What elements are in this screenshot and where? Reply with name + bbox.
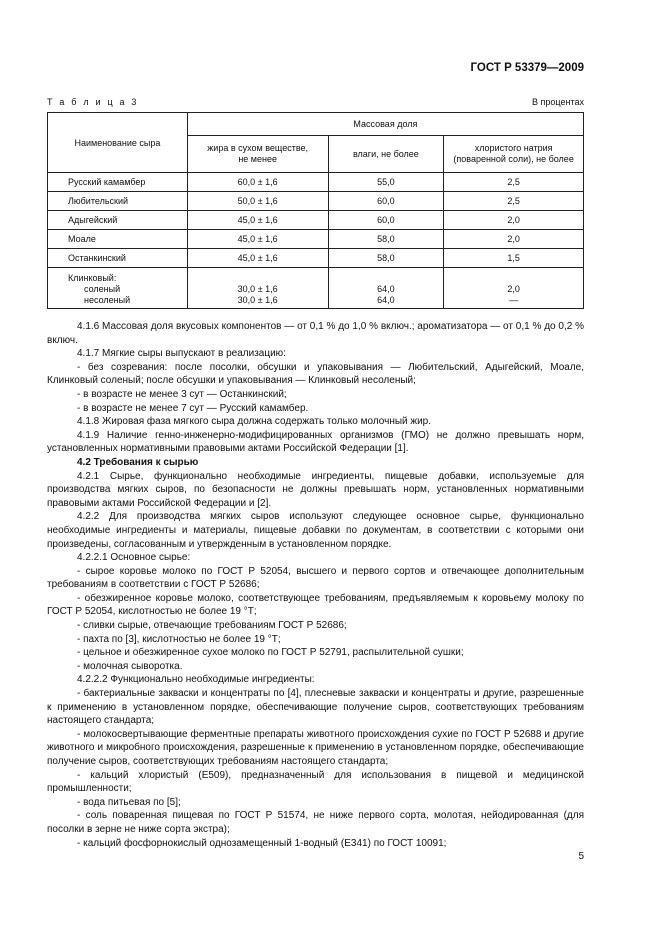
paragraph: 4.1.9 Наличие генно-инженерно-модифицированных организмов (ГМО) не должно превышать норм, установленных нормативными правовыми актами Российской Федерации [1].: [47, 429, 584, 455]
cell-salt: 2,0: [444, 230, 584, 249]
document-header: ГОСТ Р 53379—2009: [470, 62, 584, 74]
table-units: В процентах: [532, 97, 584, 107]
cell-moisture: 58,0: [328, 249, 444, 268]
list-item: - бактериальные закваски и концентраты по [4], плесневые закваски и концентраты и другие, разрешенные к применению в установленном порядке, обеспечивающие получение сыров, соответствующих требованиям настоящего стандарта;: [47, 688, 584, 727]
paragraph: 4.2.2.2 Функционально необходимые ингредиенты:: [77, 674, 315, 686]
table-row: [48, 249, 584, 268]
paragraph: 4.1.8 Жировая фаза мягкого сыра должна содержать только молочный жир.: [77, 416, 432, 428]
cell-fat-klinkovy: [187, 268, 328, 309]
table-row: [48, 230, 584, 249]
cell-salt-klinkovy: [444, 268, 584, 309]
cell-moisture-klinkovy: [328, 268, 444, 309]
column-header-fat: [187, 136, 328, 173]
cell-moisture: 58,0: [328, 230, 444, 249]
column-header-salt-line1: хлористого натрия: [474, 143, 553, 153]
table-row-klinkovy: [48, 268, 584, 309]
list-item: - цельное и обезжиренное сухое молоко по ГОСТ Р 52791, распылительной сушки;: [77, 647, 464, 659]
column-header-fat-line2: не менее: [238, 154, 277, 164]
cell-name: Моале: [48, 230, 188, 249]
cell-name: Останкинский: [48, 249, 188, 268]
paragraph: 4.1.7 Мягкие сыры выпускают в реализацию:: [77, 348, 286, 360]
klinkovy-salted-salt: 2,0: [507, 284, 520, 294]
klinkovy-unsalted-salt: —: [509, 295, 519, 305]
cell-fat: 45,0 ± 1,6: [187, 249, 328, 268]
table-title: Т а б л и ц а 3: [47, 97, 139, 107]
table-row: [48, 173, 584, 192]
cell-moisture: 60,0: [328, 211, 444, 230]
column-header-salt-line2: (поваренной соли), не более: [453, 154, 574, 164]
klinkovy-salted-moisture: 64,0: [377, 284, 395, 294]
list-item: - кальций хлористый (Е509), предназначенный для использования в пищевой и медицинской промышленности;: [47, 769, 584, 795]
column-header-moisture: влаги, не более: [328, 136, 444, 173]
list-item: - обезжиренное коровье молоко, соответствующее требованиям, предъявляемым к коровьему молоку по ГОСТ Р 52054, кислотностью не более 19 °Т;: [47, 592, 584, 618]
list-item: - молокосвертывающие ферментные препараты животного происхождения сухие по ГОСТ Р 52688 и другие животного и микробного происхождения, разрешенные к применению в установленном порядке, обеспечивающие получение сыров, соответствующих требованиям настоящего стандарта;: [47, 728, 584, 767]
body-text: [47, 320, 584, 850]
cell-moisture: 60,0: [328, 192, 444, 211]
klinkovy-unsalted-label: несоленый: [84, 295, 131, 305]
list-item: - вода питьевая по [5];: [77, 796, 181, 808]
klinkovy-label: Клинковый:: [68, 273, 117, 283]
cell-moisture: 55,0: [328, 173, 444, 192]
paragraph: 4.2.2.1 Основное сырье:: [77, 552, 191, 564]
klinkovy-salted-label: соленый: [84, 284, 121, 294]
list-item: - сливки сырые, отвечающие требованиям ГОСТ Р 52686;: [77, 620, 347, 632]
cell-name: Любительский: [48, 192, 188, 211]
section-heading: 4.2 Требования к сырью: [77, 456, 199, 468]
list-item: - соль поваренная пищевая по ГОСТ Р 51574, не ниже первого сорта, молотая, нейодированная (для посолки в зерне не ниже сорта экстра);: [47, 810, 584, 835]
cell-name: Адыгейский: [48, 211, 188, 230]
list-item: - молочная сыворотка.: [77, 660, 183, 672]
cell-fat: 60,0 ± 1,6: [187, 173, 328, 192]
klinkovy-unsalted-moisture: 64,0: [377, 295, 395, 305]
paragraph: 4.2.1 Сырье, функционально необходимые ингредиенты, пищевые добавки, используемые для производства мягких сыров, по безопасности не должны превышать норм, установленных нормативными правовыми актами Российской Федерации и [2].: [47, 470, 584, 509]
column-header-name: Наименование сыра: [48, 113, 188, 173]
klinkovy-unsalted-fat: 30,0 ± 1,6: [237, 295, 278, 305]
paragraph: 4.1.6 Массовая доля вкусовых компонентов — от 0,1 % до 1,0 % включ.; ароматизатора — от 0,1 % до 0,2 % включ.: [47, 321, 584, 346]
page-number: 5: [578, 851, 584, 862]
cell-salt: 2,5: [444, 192, 584, 211]
list-item: - в возрасте не менее 3 сут — Останкинский;: [77, 388, 287, 400]
list-item: - без созревания: после посолки, обсушки и упаковывания — Любительский, Адыгейский, Моале, Клинковый соленый; после обсушки и упаковывания — Клинковый несоленый;: [47, 361, 584, 387]
cell-fat: 45,0 ± 1,6: [187, 211, 328, 230]
list-item: - пахта по [3], кислотностью не более 19 °Т;: [77, 633, 281, 645]
cell-fat: 45,0 ± 1,6: [187, 230, 328, 249]
paragraph: 4.2.2 Для производства мягких сыров используют следующее основное сырье, функционально необходимые ингредиенты и материалы, пищевые добавки по документам, в соответствии с которыми они произведены, согласованным и утвержденным в установленном порядке.: [47, 511, 584, 550]
column-header-fat-line1: жира в сухом веществе,: [207, 143, 309, 153]
cell-salt: 2,5: [444, 173, 584, 192]
klinkovy-salted-fat: 30,0 ± 1,6: [237, 284, 278, 294]
cell-name-klinkovy: [48, 268, 188, 309]
column-header-mass-fraction: Массовая доля: [187, 113, 583, 136]
table-row: [48, 211, 584, 230]
list-item: - кальций фосфорнокислый однозамещенный 1-водный (Е341) по ГОСТ 10091;: [77, 837, 447, 849]
list-item: - сырое коровье молоко по ГОСТ Р 52054, высшего и первого сортов и отвечающее дополнительным требованиям в соответствии с ГОСТ Р 52686;: [47, 565, 584, 591]
table-row: [48, 192, 584, 211]
cell-salt: 2,0: [444, 211, 584, 230]
list-item: - в возрасте не менее 7 сут — Русский камамбер.: [77, 402, 309, 414]
column-header-salt: [444, 136, 584, 173]
cell-salt: 1,5: [444, 249, 584, 268]
cell-name: Русский камамбер: [48, 173, 188, 192]
cell-fat: 50,0 ± 1,6: [187, 192, 328, 211]
cheese-composition-table: [47, 112, 584, 309]
